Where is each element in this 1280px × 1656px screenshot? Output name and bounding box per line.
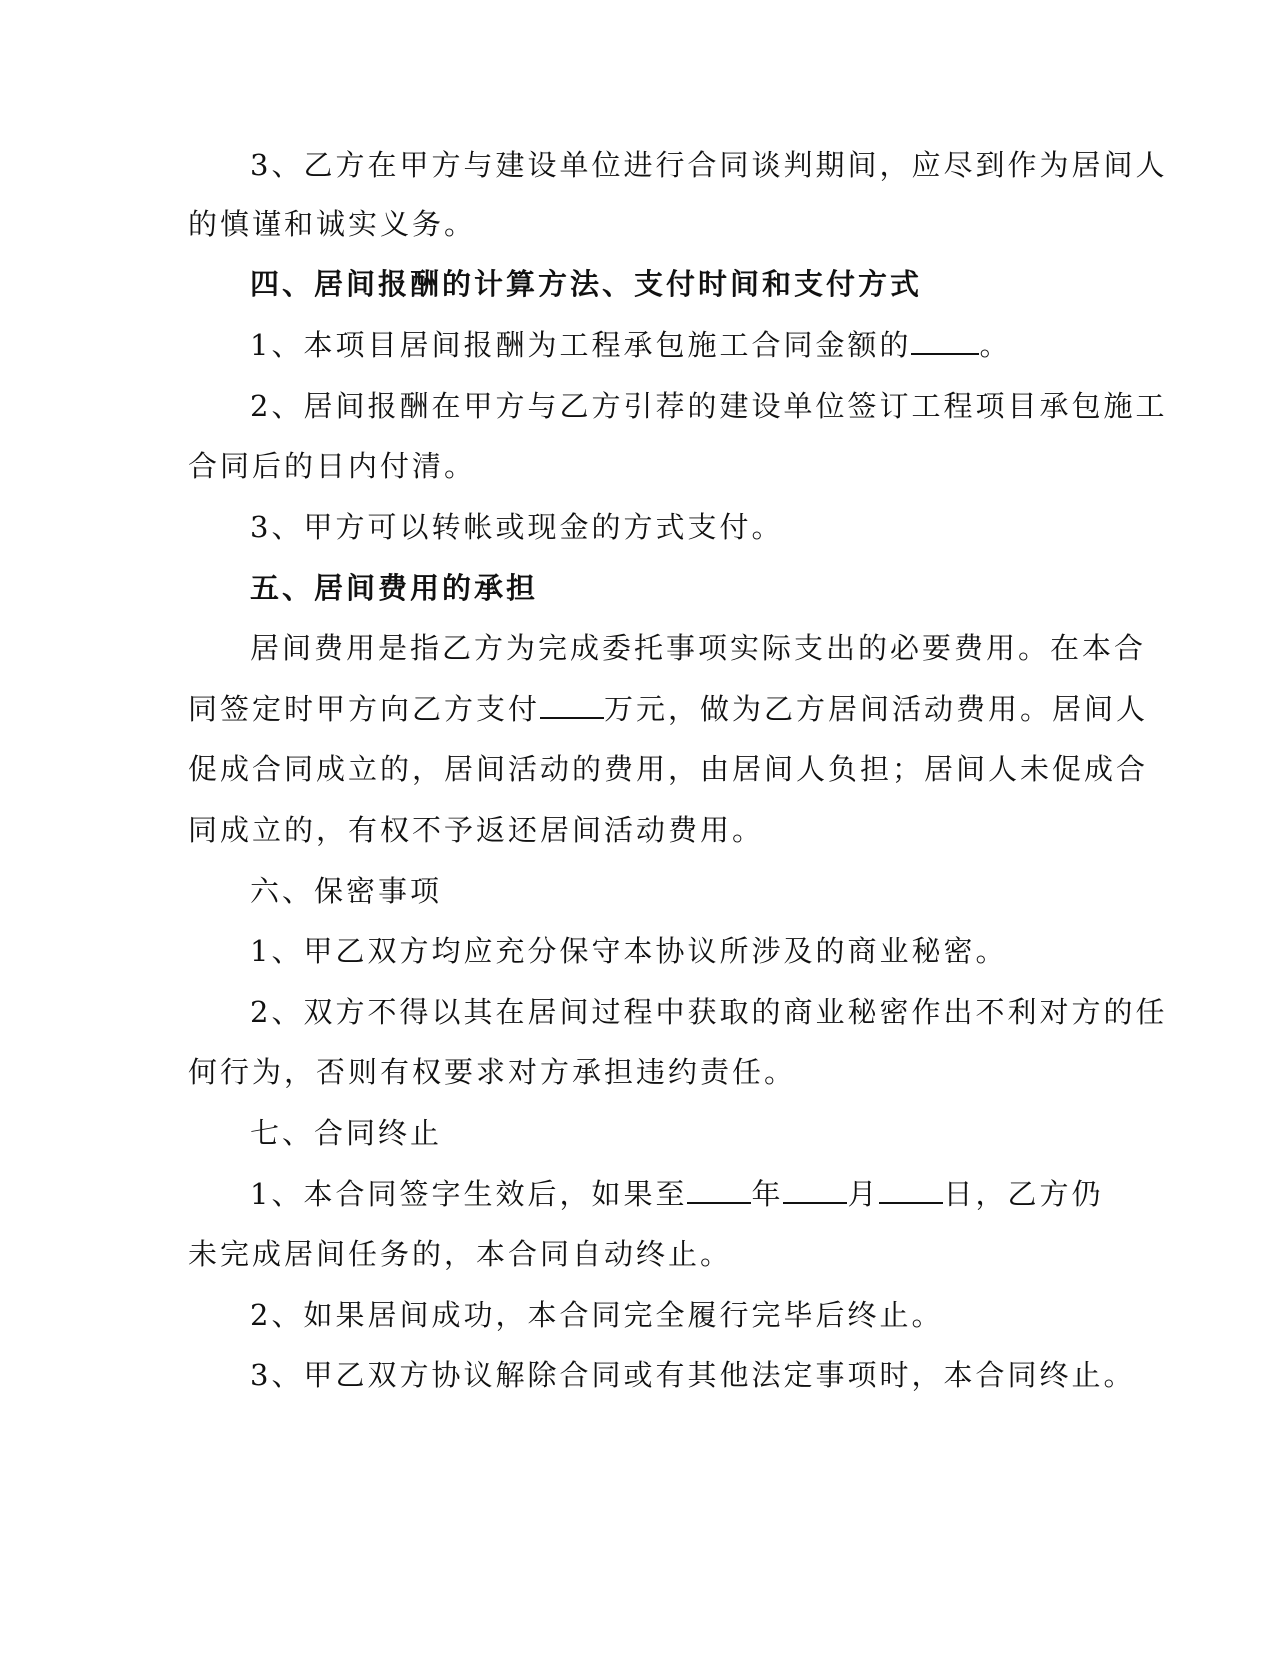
clause-3-diligence xyxy=(250,145,1167,185)
clause-6-1 xyxy=(250,931,1007,971)
clause-text: 3、甲乙双方协议解除合同或有其他法定事项时，本合同终止。 xyxy=(250,1358,1136,1392)
day-label: 日，乙方仍 xyxy=(943,1177,1104,1211)
section-6-heading xyxy=(250,871,442,911)
clause-text: 2、如果居间成功，本合同完全履行完毕后终止。 xyxy=(250,1298,944,1332)
paragraph-text: 同成立的，有权不予返还居间活动费用。 xyxy=(188,813,765,847)
clause-text: 1、本合同签字生效后，如果至 xyxy=(250,1177,688,1211)
clause-text: 2、居间报酬在甲方与乙方引荐的建设单位签订工程项目承包施工 xyxy=(250,389,1168,423)
clause-4-2 xyxy=(250,386,1167,426)
fill-blank-day xyxy=(879,1174,943,1204)
clause-text-end: 。 xyxy=(979,328,1012,362)
clause-text: 未完成居间任务的，本合同自动终止。 xyxy=(188,1237,733,1271)
clause-4-3 xyxy=(250,507,783,547)
clause-text: 3、甲方可以转帐或现金的方式支付。 xyxy=(250,510,784,544)
clause-text: 3、乙方在甲方与建设单位进行合同谈判期间，应尽到作为居间人 xyxy=(250,148,1168,182)
clause-6-2-cont xyxy=(188,1052,796,1092)
clause-text: 2、双方不得以其在居间过程中获取的商业秘密作出不利对方的任 xyxy=(250,995,1168,1029)
month-label: 月 xyxy=(847,1177,880,1211)
clause-text: 何行为，否则有权要求对方承担违约责任。 xyxy=(188,1055,797,1089)
fill-blank-month xyxy=(783,1174,847,1204)
section-title: 五、居间费用的承担 xyxy=(250,571,539,605)
paragraph-text: 居间费用是指乙方为完成委托事项实际支出的必要费用。在本合 xyxy=(250,631,1147,665)
paragraph-text: 促成合同成立的，居间活动的费用，由居间人负担；居间人未促成合 xyxy=(188,752,1149,786)
section-5-para-2 xyxy=(188,689,1148,729)
clause-6-2 xyxy=(250,992,1167,1032)
section-5-para-4 xyxy=(188,810,764,850)
section-4-heading xyxy=(250,264,922,304)
clause-4-2-cont xyxy=(188,446,476,486)
section-5-heading xyxy=(250,568,538,608)
clause-text: 1、甲乙双方均应充分保守本协议所涉及的商业秘密。 xyxy=(250,934,1008,968)
clause-7-1-cont xyxy=(188,1234,732,1274)
clause-text: 1、本项目居间报酬为工程承包施工合同金额的 xyxy=(250,328,912,362)
section-title: 六、保密事项 xyxy=(250,874,443,908)
section-title: 四、居间报酬的计算方法、支付时间和支付方式 xyxy=(250,267,923,301)
fill-blank-amount xyxy=(540,689,604,719)
paragraph-text: 同签定时甲方向乙方支付 xyxy=(188,692,541,726)
clause-text: 合同后的日内付清。 xyxy=(188,449,477,483)
clause-7-2 xyxy=(250,1295,943,1335)
section-5-para-1 xyxy=(250,628,1146,668)
clause-3-diligence-cont xyxy=(188,204,476,244)
section-5-para-3 xyxy=(188,749,1148,789)
fill-blank-year xyxy=(687,1174,751,1204)
year-label: 年 xyxy=(751,1177,784,1211)
fill-blank-percentage xyxy=(911,325,979,355)
section-7-heading xyxy=(250,1113,442,1153)
clause-4-1 xyxy=(250,325,1011,365)
clause-text: 的慎谨和诚实义务。 xyxy=(188,207,477,241)
paragraph-text-cont: 万元，做为乙方居间活动费用。居间人 xyxy=(604,692,1149,726)
clause-7-3 xyxy=(250,1355,1135,1395)
clause-7-1 xyxy=(250,1174,1104,1214)
section-title: 七、合同终止 xyxy=(250,1116,443,1150)
